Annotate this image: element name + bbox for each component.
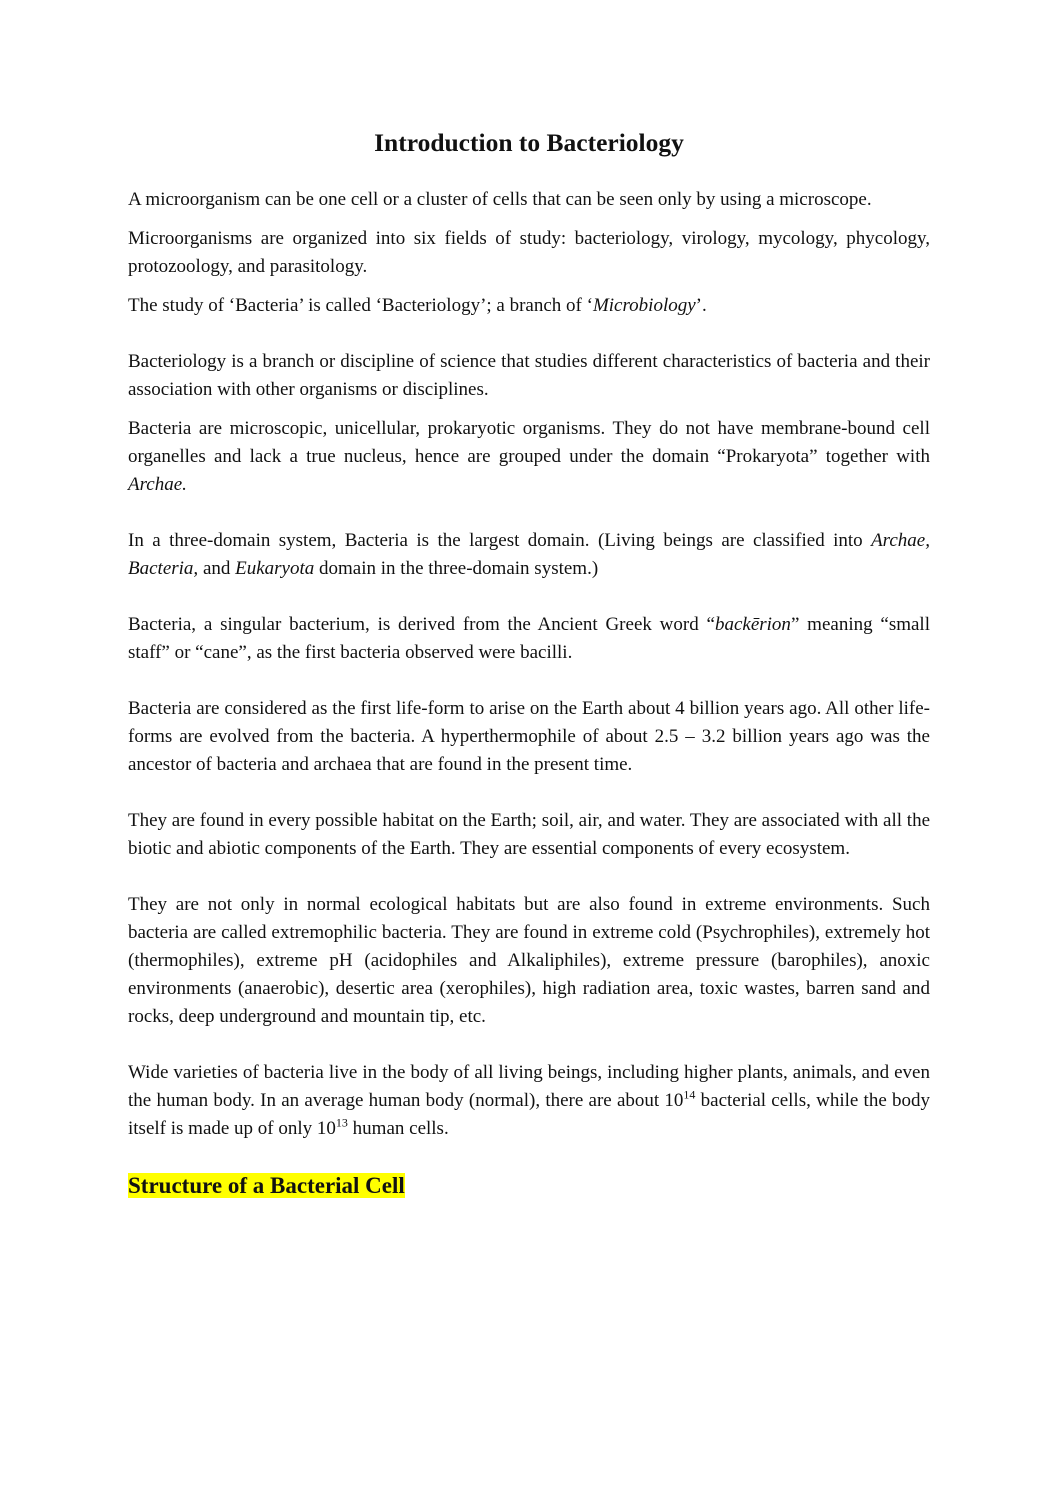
paragraph-microorganism-definition: A microorganism can be one cell or a cluster of cells that can be seen only by using a microscope.: [128, 188, 872, 210]
document-body: [128, 128, 930, 1201]
text-run: In a three-domain system, Bacteria is the largest domain. (Living beings are classified into: [128, 529, 872, 551]
italic-term-microbiology: Microbiology: [592, 294, 696, 316]
paragraph-etymology: [128, 611, 930, 667]
superscript-exponent: 13: [335, 1115, 348, 1130]
text-run: Bacteria are microscopic, unicellular, prokaryotic organisms. They do not have membrane-bound cell organelles and lack a true nucleus, hence are grouped under the domain “Prokaryota” together with: [128, 417, 930, 467]
paragraph-habitats: They are found in every possible habitat on the Earth; soil, air, and water. They are associated with all the biotic and abiotic components of the Earth. They are essential components of every ecosystem.: [128, 809, 930, 859]
text-run: ’.: [695, 294, 707, 316]
text-run: domain in the three-domain system.): [314, 557, 599, 579]
text-run: human cells.: [347, 1117, 449, 1139]
text-run: Wide varieties of bacteria live in the body of all living beings, including higher plants, animals, and even the human body. In an average human body (normal), there are about 10: [128, 1061, 930, 1111]
text-run: Bacteria, a singular bacterium, is derived from the Ancient Greek word “: [128, 613, 715, 635]
paragraph-bacteriology-discipline: Bacteriology is a branch or discipline of science that studies different characteristics of bacteria and their association with other organisms or disciplines.: [128, 350, 930, 400]
italic-term-archae-bacteria: Archae, Bacteria,: [128, 529, 930, 579]
paragraph-human-body-bacteria: [128, 1059, 930, 1143]
paragraph-bacteriology-definition: [128, 292, 930, 320]
paragraph-three-domain-system: [128, 527, 930, 583]
text-run: and: [198, 557, 236, 579]
paragraph-prokaryotic-organisms: [128, 415, 930, 499]
italic-term-backerion: backērion: [714, 613, 791, 635]
section-heading: [128, 1171, 930, 1201]
paragraph-extremophiles: They are not only in normal ecological habitats but are also found in extreme environments. Such bacteria are called extremophilic bacteria. They are found in extreme cold (Psychrophiles), extremely hot (thermophiles), extreme pH (acidophiles and Alkaliphiles), extreme pressure (barophiles), anoxic environments (anaerobic), desertic area (xerophiles), high radiation area, toxic wastes, barren sand and rocks, deep underground and mountain tip, etc.: [128, 893, 930, 1027]
italic-term-archae: Archae.: [128, 473, 187, 495]
page-title: Introduction to Bacteriology: [374, 128, 684, 157]
superscript-exponent: 14: [683, 1087, 696, 1102]
italic-term-eukaryota: Eukaryota: [235, 557, 315, 579]
paragraph-fields-of-study: Microorganisms are organized into six fields of study: bacteriology, virology, mycology, phycology, protozoology, and parasitology.: [128, 227, 930, 277]
paragraph-first-life-form: Bacteria are considered as the first life-form to arise on the Earth about 4 billion years ago. All other life-forms are evolved from the bacteria. A hyperthermophile of about 2.5 – 3.2 billion years ago was the ancestor of bacteria and archaea that are found in the present time.: [128, 697, 930, 775]
text-run: bacterial cells, while the body itself is made up of only 10: [128, 1089, 930, 1139]
text-run: ” meaning “small staff” or “cane”, as the first bacteria observed were bacilli.: [128, 613, 930, 663]
highlighted-section-title: Structure of a Bacterial Cell: [128, 1172, 405, 1198]
text-run: The study of ‘Bacteria’ is called ‘Bacteriology’; a branch of ‘: [128, 294, 593, 316]
